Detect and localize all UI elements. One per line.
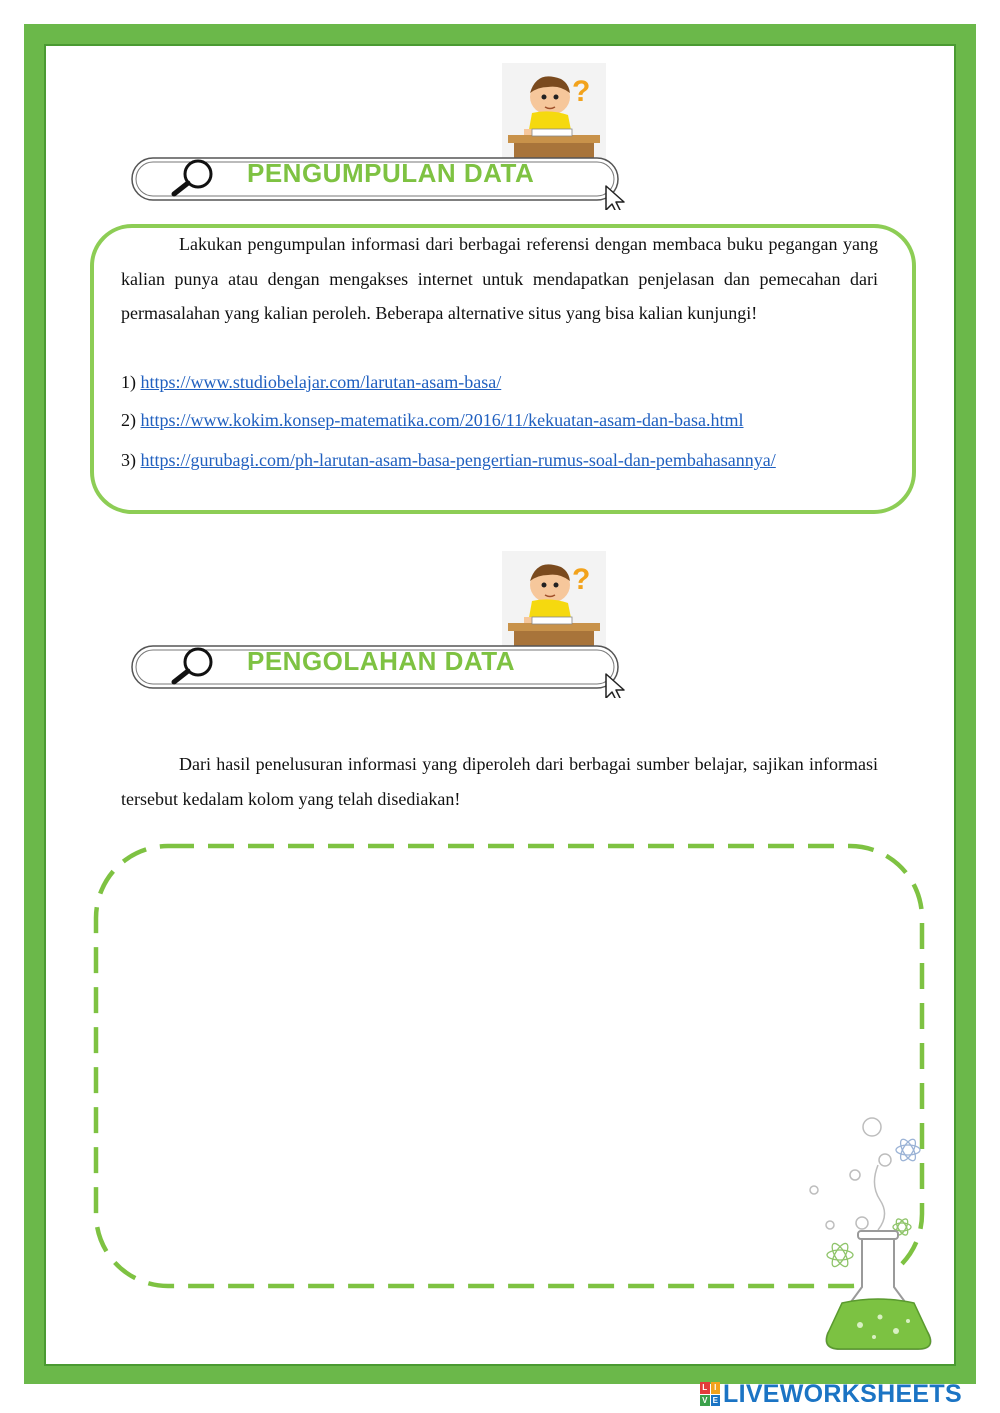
liveworksheets-wordmark: LIVEWORKSHEETS [723,1379,962,1408]
section-title-collection: PENGUMPULAN DATA [247,158,535,188]
reference-link-3: 3) https://gurubagi.com/ph-larutan-asam-basa-pengertian-rumus-soal-dan-pembahasannya/ [121,450,776,470]
thinking-student-image-1 [502,63,606,163]
section-title-processing: PENGOLAHAN DATA [247,646,515,676]
thinking-student-image-2 [502,551,606,651]
search-bar-collection [130,154,630,210]
svg-text:?: ? [572,75,591,108]
svg-text:?: ? [572,563,591,596]
link-studiobelajar[interactable]: https://www.studiobelajar.com/larutan-asam-basa/ [140,372,502,392]
processing-paragraph: Dari hasil penelusuran informasi yang diperoleh dari berbagai sumber belajar, sajikan informasi tersebut kedalam kolom yang telah disediakan! [121,754,878,809]
link-gurubagi[interactable]: https://gurubagi.com/ph-larutan-asam-basa-pengertian-rumus-soal-dan-pembahasannya/ [140,450,776,470]
link-konsep-matematika[interactable]: https://www.kokim.konsep-matematika.com/2016/11/kekuatan-asam-dan-basa.html [140,410,744,430]
search-bar-processing [130,642,630,698]
liveworksheets-logo [700,1380,962,1408]
reference-link-1: 1) https://www.studiobelajar.com/larutan-asam-basa/ [121,372,502,392]
reference-link-2: 2) https://www.kokim.konsep-matematika.com/2016/11/kekuatan-asam-dan-basa.html [121,410,744,430]
collection-paragraph: Lakukan pengumpulan informasi dari berbagai referensi dengan membaca buku pegangan yang kalian punya atau dengan mengakses internet untuk mendapatkan penjelasan dan pemecahan dari permasalahan yang kalian peroleh. Beberapa alternative situs yang bisa kalian kunjungi! [121,234,878,323]
liveworksheets-badge: L I V E [700,1382,720,1406]
chemistry-flask-illustration [800,1105,940,1355]
